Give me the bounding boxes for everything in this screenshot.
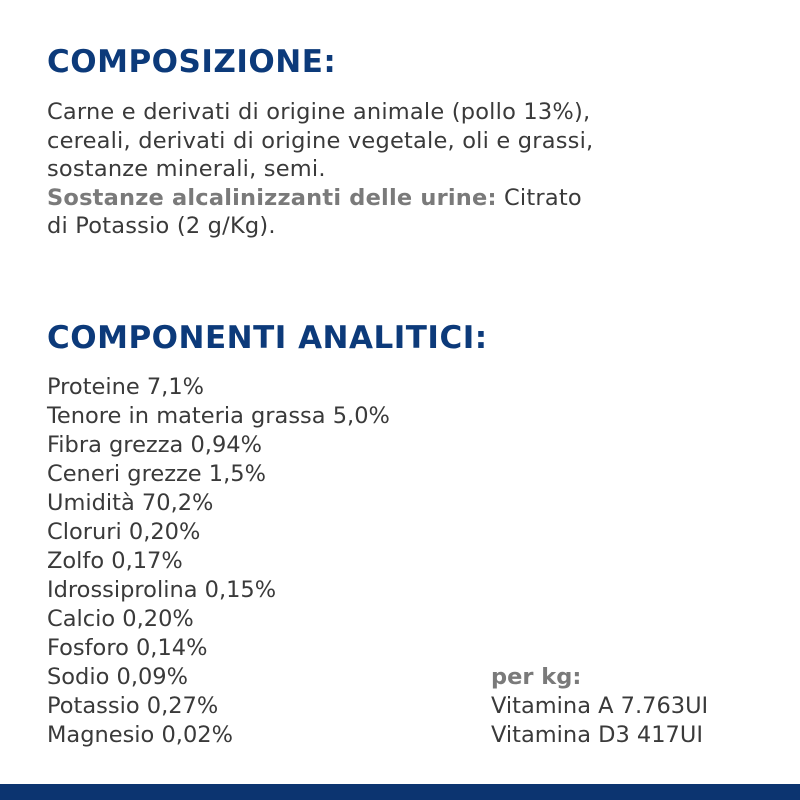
list-item: Sodio 0,09% bbox=[47, 664, 188, 690]
list-item: Fosforo 0,14% bbox=[47, 635, 208, 661]
componenti-heading: COMPONENTI ANALITICI: bbox=[47, 320, 488, 356]
composizione-line: sostanze minerali, semi. bbox=[47, 156, 326, 182]
list-item: Proteine 7,1% bbox=[47, 374, 205, 400]
composizione-line: cereali, derivati di origine vegetale, oli e grassi, bbox=[47, 127, 594, 154]
additive-label: Sostanze alcalinizzanti delle urine: bbox=[47, 184, 497, 211]
list-item: Umidità 70,2% bbox=[47, 490, 214, 516]
additive-line bbox=[47, 184, 767, 213]
additive-value-continued: di Potassio (2 g/Kg). bbox=[47, 213, 276, 239]
list-item: Magnesio 0,02% bbox=[47, 722, 233, 748]
list-item: Vitamina A 7.763UI bbox=[491, 693, 709, 719]
additive-value: Citrato bbox=[496, 184, 582, 211]
composizione-line: Carne e derivati di origine animale (pollo 13%), bbox=[47, 99, 591, 125]
composizione-heading: COMPOSIZIONE: bbox=[47, 44, 337, 80]
list-item: Vitamina D3 417UI bbox=[491, 722, 703, 748]
list-item: Cloruri 0,20% bbox=[47, 519, 201, 545]
list-item: Calcio 0,20% bbox=[47, 606, 194, 632]
componenti-list bbox=[47, 373, 390, 750]
list-item: Tenore in materia grassa 5,0% bbox=[47, 403, 390, 429]
per-kg-label: per kg: bbox=[491, 664, 582, 690]
list-item: Ceneri grezze 1,5% bbox=[47, 461, 266, 487]
footer-band bbox=[0, 784, 800, 800]
list-item: Zolfo 0,17% bbox=[47, 548, 183, 574]
list-item: Idrossiprolina 0,15% bbox=[47, 577, 277, 603]
list-item: Potassio 0,27% bbox=[47, 693, 219, 719]
composizione-text bbox=[47, 98, 767, 241]
list-item: Fibra grezza 0,94% bbox=[47, 432, 262, 458]
vitamine-list bbox=[491, 663, 708, 750]
